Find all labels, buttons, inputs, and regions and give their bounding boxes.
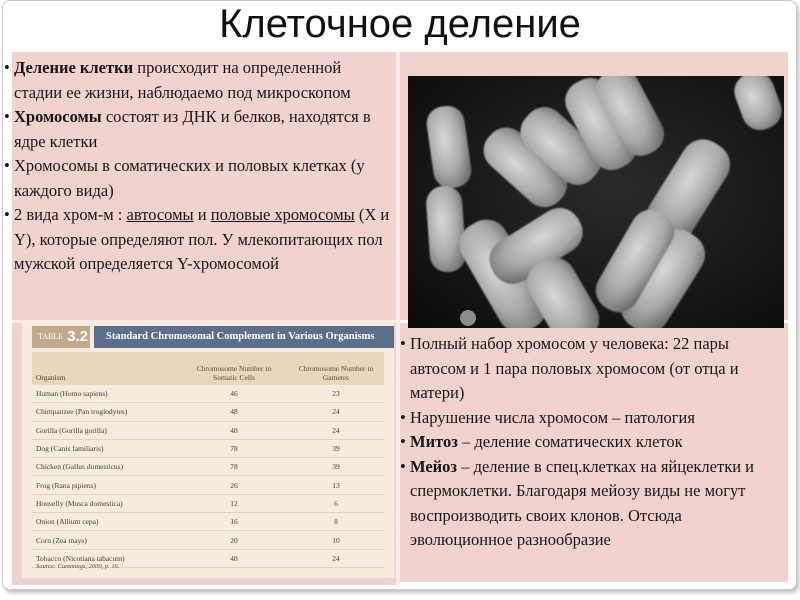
bullet-text: 2 вида хром-м : (14, 205, 127, 224)
chromosome-table (32, 352, 384, 568)
cell-organism: Human (Homo sapiens) (32, 385, 180, 403)
bullet-pathology (400, 406, 780, 431)
cell-organism: Chicken (Gallus domesticus) (32, 458, 180, 476)
table-row (32, 531, 384, 549)
bullet-somatic-sex-cells (4, 154, 390, 203)
col-header-gametes: Chromosome Number in Gametes (288, 352, 384, 385)
table-row (32, 476, 384, 494)
chromosome-shape (451, 200, 607, 328)
col-header-somatic: Chromosome Number in Somatic Cells (180, 352, 288, 385)
bullet-text: Нарушение числа хромосом – патология (410, 407, 695, 427)
cell-somatic: 48 (180, 403, 288, 421)
table-row (32, 403, 384, 421)
chromosome-fragment (460, 310, 476, 326)
table-row (32, 385, 384, 403)
cell-organism: Corn (Zea mays) (32, 531, 180, 549)
bullet-bold-term: Митоз (410, 432, 458, 451)
bullet-text: (X и Y), которые определяют пол. У млекопитающих пол мужской определяется Y-хромосомой (14, 205, 390, 273)
underlined-sex-chromosomes: половые хромосомы (210, 205, 355, 224)
cell-gametes: 13 (288, 476, 384, 494)
cell-organism: Frog (Rana pipiens) (32, 476, 180, 494)
bullet-chromosome-types (4, 203, 390, 277)
cell-somatic: 48 (180, 421, 288, 439)
cell-organism: Gorilla (Gorilla gorilla) (32, 421, 180, 439)
table-number: 3.2 (67, 328, 88, 346)
bullet-bold-term: Деление клетки (14, 58, 134, 77)
cell-gametes: 24 (288, 421, 384, 439)
chromosome-micrograph (408, 76, 784, 328)
slide-title: Клеточное деление (219, 2, 581, 46)
col-header-organism: Organism (32, 352, 180, 385)
bullet-text: состоят из ДНК и белков, находятся в ядре клетки (14, 107, 371, 151)
bullet-text: – деление соматических клеток (457, 432, 683, 451)
chromosome-micrograph-svg (408, 76, 784, 328)
cell-somatic: 12 (180, 494, 288, 512)
bullet-cell-division (4, 56, 390, 105)
bullet-mitosis (400, 430, 780, 455)
chromosome-table-figure (22, 322, 394, 578)
cell-gametes: 24 (288, 403, 384, 421)
table-title: Standard Chromosomal Complement in Various Organisms (94, 326, 394, 348)
cell-gametes: 23 (288, 385, 384, 403)
bullet-bold-term: Мейоз (410, 456, 458, 476)
table-source: Source: Cummings, 2000, p. 16. (36, 563, 120, 570)
cell-somatic: 78 (180, 439, 288, 457)
table-header-bar (22, 326, 394, 348)
cell-gametes: 8 (288, 513, 384, 531)
cell-organism: Chimpanzee (Pan troglodytes) (32, 403, 180, 421)
bullet-text: Хромосомы в соматических и половых клетках (у каждого вида) (14, 156, 365, 200)
cell-organism: Onion (Allium cepa) (32, 513, 180, 531)
table-tag-label: TABLE (38, 332, 64, 341)
bullet-meiosis (400, 455, 780, 553)
cell-somatic: 20 (180, 531, 288, 549)
table-row (32, 421, 384, 439)
chromosome-shape (729, 76, 784, 135)
cell-organism: Tobacco (Nicotiana tabacum) (32, 549, 180, 567)
cell-somatic: 26 (180, 476, 288, 494)
table-row (32, 439, 384, 457)
bottom-right-bullet-list (400, 332, 780, 553)
table-tag (32, 326, 90, 348)
table-row (32, 458, 384, 476)
bullet-text: Полный набор хромосом у человека: 22 пары автосом и 1 пара половых хромосом (от отца и матери) (410, 334, 739, 402)
cell-organism: Housefly (Musca domestica) (32, 494, 180, 512)
bullet-text: и (193, 205, 211, 224)
cell-somatic: 16 (180, 513, 288, 531)
underlined-autosomes: автосомы (126, 205, 194, 224)
table-row (32, 513, 384, 531)
table-row (32, 494, 384, 512)
cell-organism: Dog (Canis familiaris) (32, 439, 180, 457)
cell-gametes: 10 (288, 531, 384, 549)
cell-gametes: 6 (288, 494, 384, 512)
bullet-full-set (400, 332, 780, 406)
top-left-bullet-list (4, 56, 390, 277)
cell-somatic: 46 (180, 385, 288, 403)
bullet-chromosomes (4, 105, 390, 154)
cell-gametes: 24 (288, 549, 384, 567)
cell-somatic: 48 (180, 549, 288, 567)
cell-gametes: 39 (288, 458, 384, 476)
bullet-text: происходит на определенной стадии ее жизни, наблюдаемо под микроскопом (14, 58, 351, 102)
bullet-text: – деление в спец.клетках на яйцеклетки и спермоклетки. Благодаря мейозу виды не могут воспроизводить своих клонов. Отсюда эволюционное разнообразие (410, 456, 754, 549)
cell-gametes: 39 (288, 439, 384, 457)
bullet-bold-term: Хромосомы (14, 107, 102, 126)
cell-somatic: 78 (180, 458, 288, 476)
